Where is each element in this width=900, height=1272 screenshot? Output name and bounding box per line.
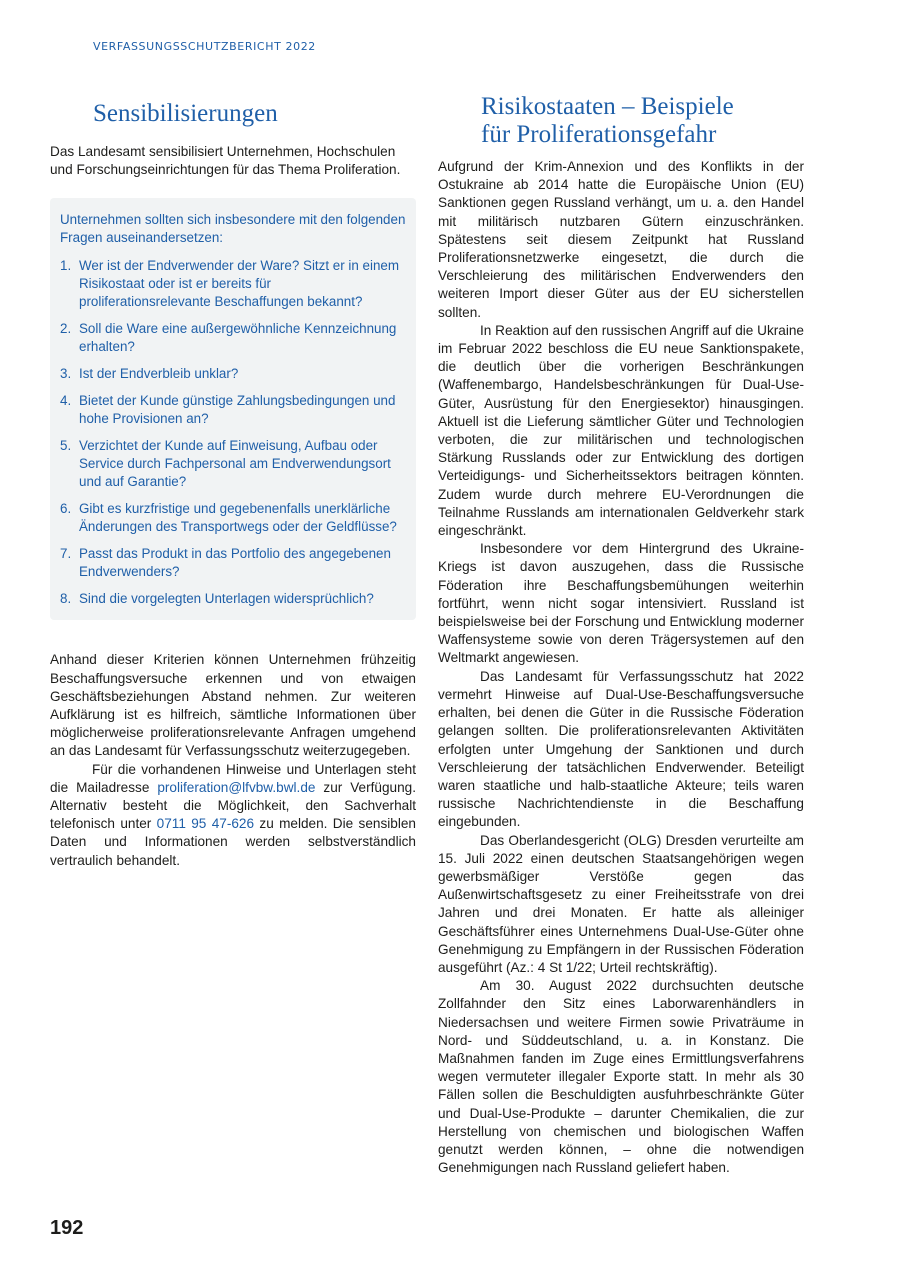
body-paragraph: Am 30. August 2022 durchsuchten deutsche Zollfahnder den Sitz eines Laborwarenhändlers in Niedersachsen und weitere Firmen sowie Privaträume in Nord- und Süddeutschland, u. a. in Konstanz. Die Maßnahmen fanden im Zuge eines Ermittlungsverfahrens wegen vermuteter illegaler Exporte statt. In mehr als 30 Fällen sollen die Beschuldigten ausfuhrbeschränkte Güter und Dual-Use-Produkte – darunter Chemikalien, die zur Herstellung von chemischen und biologischen Waffen genutzt werden können, – ohne die notwendigen Genehmigungen nach Russland geliefert haben. bbox=[438, 978, 804, 1176]
right-column bbox=[438, 93, 804, 1177]
question-text: Gibt es kurzfristige und gegebenenfalls unerklärliche Änderungen des Transportwegs oder der Geldflüsse? bbox=[79, 501, 397, 535]
intro-paragraph: Das Landesamt sensibilisiert Unternehmen, Hochschulen und Forschungseinrichtungen für das Thema Proliferation. bbox=[50, 144, 401, 178]
question-item bbox=[60, 590, 406, 608]
question-number: 6. bbox=[60, 501, 72, 517]
question-number: 1. bbox=[60, 258, 72, 274]
question-text: Ist der Endverbleib unklar? bbox=[79, 366, 239, 382]
title-line-1: Risikostaaten – Beispiele bbox=[481, 93, 734, 120]
question-number: 4. bbox=[60, 393, 72, 409]
body-paragraph: Das Landesamt für Verfassungsschutz hat 2022 vermehrt Hinweise auf Dual-Use-Beschaffungsversuche erhalten, bei denen die Güter in die Russische Föderation gelangen sollten. Die proliferationsrelevanten Aktivitäten erfolgten unter Umgehung der Sanktionen und durch Verschleierung der tatsächlichen Endverwender. Beteiligt waren staatliche und halb-staatliche Akteure; teils waren russische Nachrichtendienste in die Beschaffung eingebunden. bbox=[438, 668, 804, 830]
criteria-paragraph: Anhand dieser Kriterien können Unternehmen frühzeitig Beschaffungsversuche erkennen und von etwaigen Geschäftsbeziehungen Abstand nehmen. Zur weiteren Aufklärung ist es hilfreich, sämtliche Informationen über möglicherweise proliferationsrelevante Anfragen umgehend an das Landesamt für Verfassungsschutz weiterzugegeben. bbox=[50, 652, 416, 759]
question-text: Verzichtet der Kunde auf Einweisung, Aufbau oder Service durch Fachpersonal am Endverwendungsort und auf Garantie? bbox=[79, 438, 391, 490]
body-paragraph: Aufgrund der Krim-Annexion und des Konflikts in der Ostukraine ab 2014 hatte die Europäische Union (EU) Sanktionen gegen Russland verhängt, um u. a. den Handel mit militärisch nutzbaren Gütern einzuschränken. Spätestens seit diesem Zeitpunkt hat Russland Proliferationsnetzwerke eingesetzt, die durch die Verschleierung des militärischen Endverwenders den weiteren Import dieser Güter aus der EU sicherstellen sollten. bbox=[438, 159, 804, 320]
question-number: 5. bbox=[60, 438, 72, 454]
question-text: Sind die vorgelegten Unterlagen widersprüchlich? bbox=[79, 591, 374, 607]
question-item bbox=[60, 392, 406, 428]
question-list bbox=[60, 257, 406, 608]
contact-text-3: zu melden. Die sensiblen Daten und Informationen werden selbstverständlich vertraulich behandelt. bbox=[50, 816, 416, 868]
contact-text-1: Für die vorhandenen Hinweise und Unterlagen steht die Mailadresse bbox=[50, 761, 416, 795]
question-item bbox=[60, 320, 406, 356]
running-header: VERFASSUNGSSCHUTZBERICHT 2022 bbox=[93, 40, 316, 53]
phone-number: 0711 95 47-626 bbox=[156, 816, 255, 832]
body-paragraph: Insbesondere vor dem Hintergrund des Ukraine-Kriegs ist davon auszugehen, dass die Russische Föderation ihre Beschaffungsbemühungen weiterhin fortführt, wenn nicht sogar intensiviert. Russland ist beispielsweise bei der Forschung und Entwicklung moderner Waffensysteme sowie von deren Trägersystemen auf den Weltmarkt angewiesen. bbox=[438, 541, 804, 666]
body-paragraph: Das Oberlandesgericht (OLG) Dresden verurteilte am 15. Juli 2022 einen deutschen Staatsangehörigen wegen gewerbsmäßiger Verstöße gegen das Außenwirtschaftsgesetz zu einer Freiheitsstrafe von drei Jahren und drei Monaten. Er hatte als alleiniger Geschäftsführer eines Unternehmens Dual-Use-Güter ohne Genehmigung zu Empfängern in der Russischen Föderation ausgeführt (Az.: 4 St 1/22; Urteil rechtskräftig). bbox=[438, 832, 804, 975]
left-column bbox=[50, 100, 416, 870]
question-item bbox=[60, 437, 406, 491]
question-number: 7. bbox=[60, 546, 72, 562]
title-line-2: für Proliferationsgefahr bbox=[481, 121, 717, 148]
question-number: 3. bbox=[60, 366, 72, 382]
contact-paragraph bbox=[50, 761, 416, 870]
question-item bbox=[60, 257, 406, 311]
question-text: Wer ist der Endverwender der Ware? Sitzt er in einem Risikostaat oder ist er bereits für proliferationsrelevante Beschaffungen bekannt? bbox=[79, 258, 400, 310]
question-text: Bietet der Kunde günstige Zahlungsbedingungen und hohe Provisionen an? bbox=[79, 393, 396, 427]
page-number: 192 bbox=[50, 1217, 84, 1239]
question-item bbox=[60, 500, 406, 536]
right-body bbox=[438, 158, 804, 1177]
question-item bbox=[60, 365, 406, 383]
body-paragraph: In Reaktion auf den russischen Angriff auf die Ukraine im Februar 2022 beschloss die EU neue Sanktionspakete, die deutlich über die vorherigen Beschränkungen (Waffenembargo, Handelsbeschränkungen für Dual-Use-Güter, Ausrüstung für den Energiesektor) hinausgingen. Aktuell ist die Lieferung sämtlicher Güter und Technologien verboten, die zur militärischen und technologischen Stärkung Russlands oder zur Entwicklung des dortigen Verteidigungs- und Sicherheitssektors beitragen könnten. Zudem wurde durch mehrere EU-Verordnungen die Teilnahme Russlands am internationalen Geldverkehr stark eingeschränkt. bbox=[438, 322, 804, 539]
email-link[interactable]: proliferation@lfvbw.bwl.de bbox=[157, 779, 316, 795]
question-box bbox=[50, 198, 416, 620]
question-number: 8. bbox=[60, 591, 72, 607]
question-text: Soll die Ware eine außergewöhnliche Kennzeichnung erhalten? bbox=[79, 321, 397, 355]
contact-text-2: zur Verfügung. Alternativ besteht die Möglichkeit, den Sachverhalt telefonisch unter bbox=[50, 779, 416, 832]
question-item bbox=[60, 545, 406, 581]
question-text: Passt das Produkt in das Portfolio des angegebenen Endverwenders? bbox=[79, 546, 391, 580]
section-title-risikostaaten bbox=[438, 93, 804, 149]
question-box-lead: Unternehmen sollten sich insbesondere mit den folgenden Fragen auseinandersetzen: bbox=[60, 212, 406, 246]
question-number: 2. bbox=[60, 321, 72, 337]
section-title-sensibilisierungen: Sensibilisierungen bbox=[93, 100, 278, 127]
